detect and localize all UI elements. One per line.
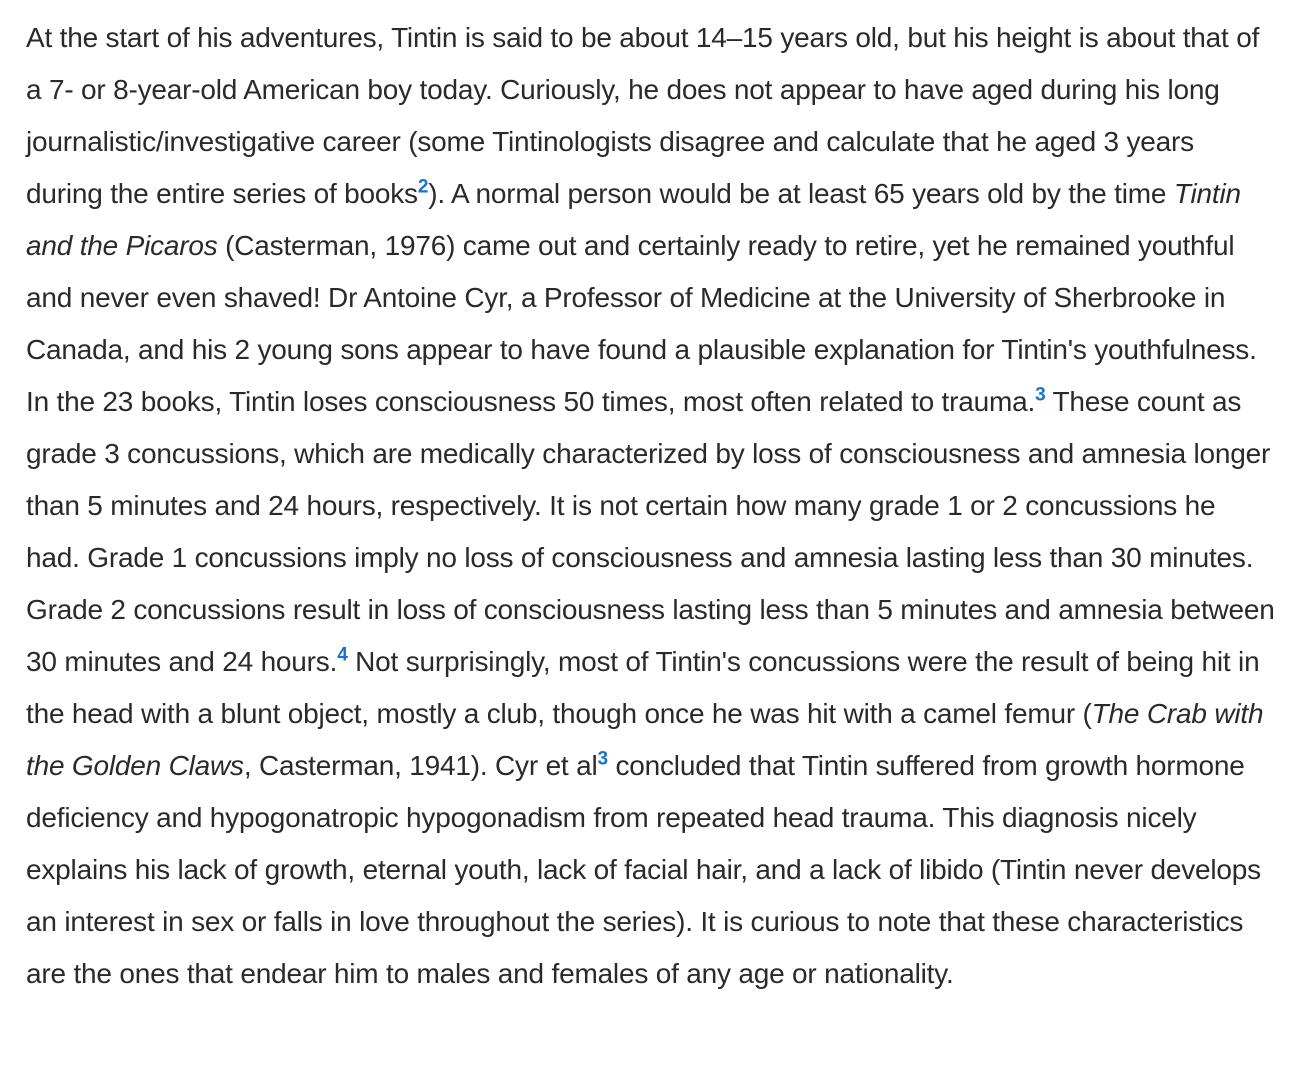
text-segment: (Casterman, 1976) came out and certainly ready to retire, yet he remained youthful and never even shaved! Dr Antoine Cyr, a Professor of Medicine at the University of Sherbrooke in Canada, and his 2 young sons appear to have found a plausible explanation for Tintin's youthfulness. In the 23 books, Tintin loses consciousness 50 times, most often related to trauma. [26,230,1257,417]
text-segment: , Casterman, 1941). Cyr et al [243,750,598,781]
text-segment: ). A normal person would be at least 65 years old by the time [428,178,1174,209]
text-segment: concluded that Tintin suffered from growth hormone deficiency and hypogonatropic hypogonadism from repeated head trauma. This diagnosis nicely explains his lack of growth, eternal youth, lack of facial hair, and a lack of libido (Tintin never develops an interest in sex or falls in love throughout the series). It is curious to note that these characteristics are the ones that endear him to males and females of any age or nationality. [26,750,1261,989]
reference-link-2[interactable]: 2 [417,176,429,198]
article-body [26,12,1276,1000]
reference-link-3[interactable]: 3 [1035,384,1046,406]
text-segment: At the start of his adventures, Tintin is said to be about 14–15 years old, but his height is about that of a 7- or 8-year-old American boy today. Curiously, he does not appear to have aged during his long journalistic/investigative career (some Tintinologists disagree and calculate that he aged 3 years during the entire series of books [26,22,1260,209]
text-segment: Not surprisingly, most of Tintin's concussions were the result of being hit in the head with a blunt object, mostly a club, though once he was hit with a camel femur ( [26,646,1260,729]
text-segment: These count as grade 3 concussions, which are medically characterized by loss of consciousness and amnesia longer than 5 minutes and 24 hours, respectively. It is not certain how many grade 1 or 2 concussions he had. Grade 1 concussions imply no loss of consciousness and amnesia lasting less than 30 minutes. Grade 2 concussions result in loss of consciousness lasting less than 5 minutes and amnesia between 30 minutes and 24 hours. [26,386,1275,677]
reference-link-3-second[interactable]: 3 [597,748,608,770]
book-title-picaros: Tintin and the Picaros [26,178,1241,261]
paragraph [26,12,1276,1000]
reference-link-4[interactable]: 4 [337,644,348,666]
book-title-crab: The Crab with the Golden Claws [26,698,1264,781]
